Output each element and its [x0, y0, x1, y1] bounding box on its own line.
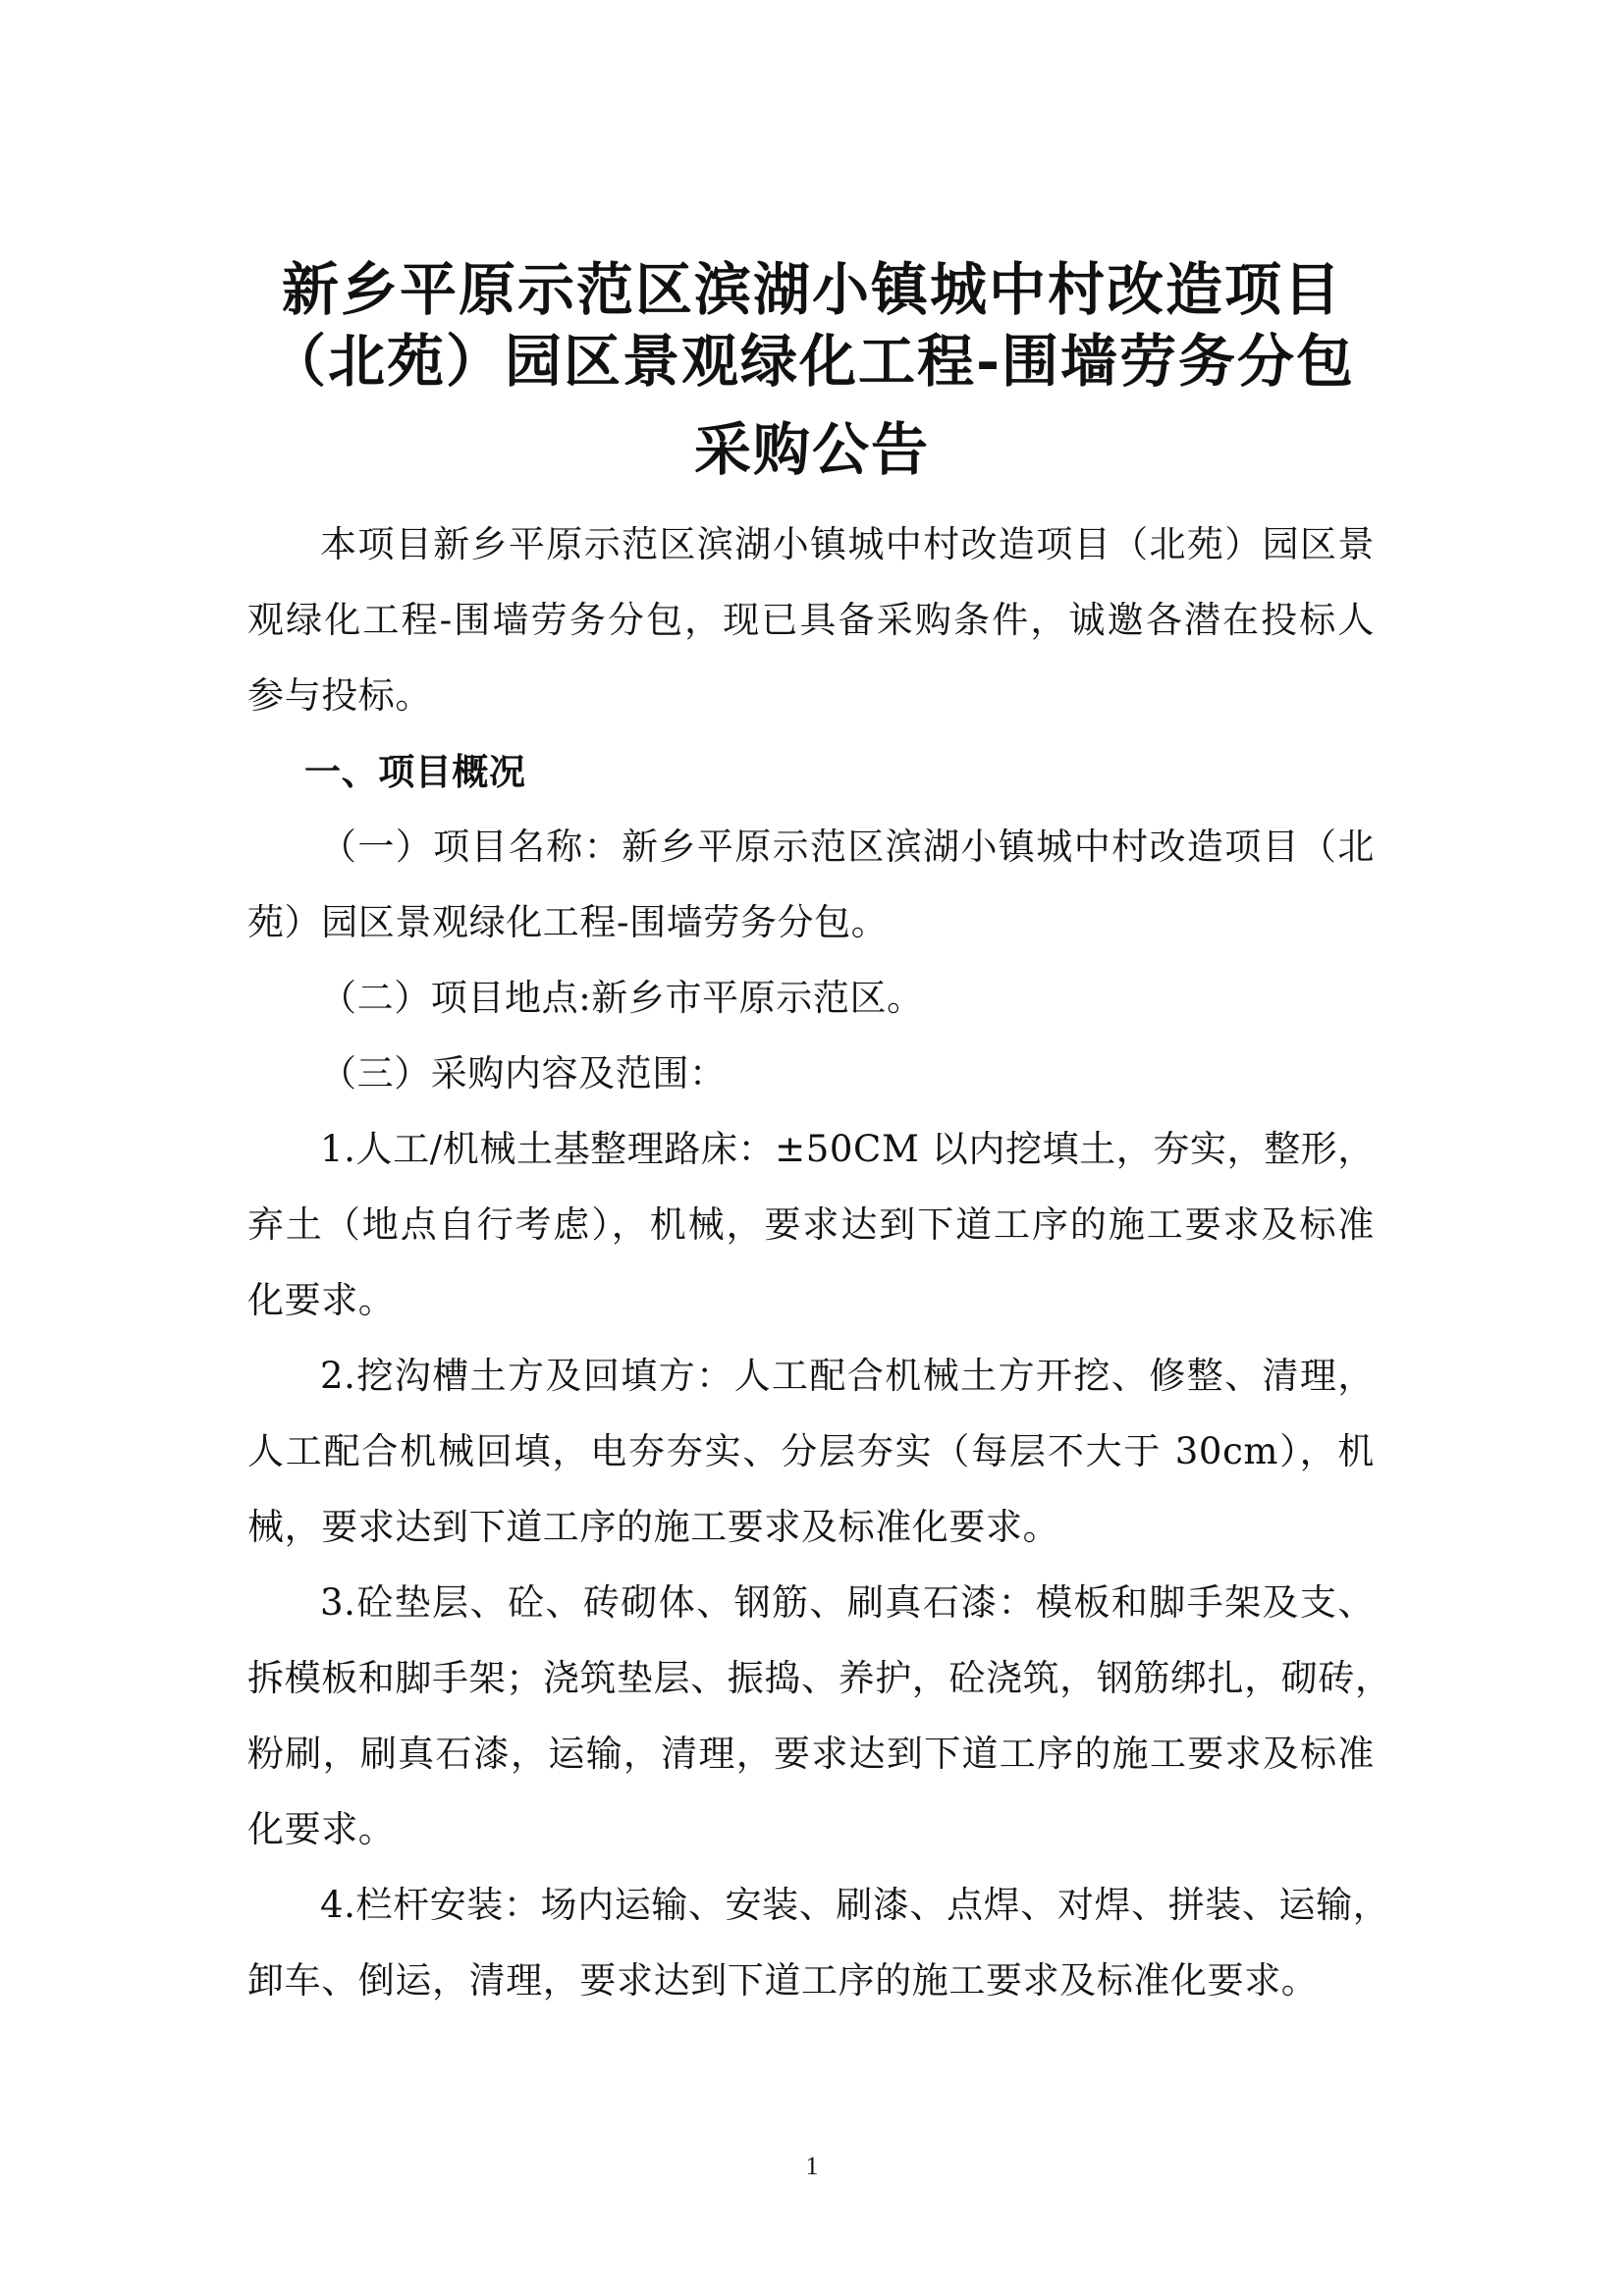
- procurement-scope-heading: （三）采购内容及范围：: [320, 1052, 727, 1095]
- page-number: 1: [805, 2152, 819, 2180]
- intro-line-1: 本项目新乡平原示范区滨湖小镇城中村改造项目（北苑）园区景: [320, 523, 1375, 565]
- item-1-line-1: 1.人工/机械土基整理路床：±50CM 以内挖填土，夯实，整形，: [320, 1128, 1376, 1170]
- item-1-line-2: 弃土（地点自行考虑），机械，要求达到下道工序的施工要求及标准: [247, 1203, 1375, 1246]
- item-2-line-3: 械，要求达到下道工序的施工要求及标准化要求。: [247, 1506, 1060, 1548]
- project-name-line-1: （一）项目名称：新乡平原示范区滨湖小镇城中村改造项目（北: [320, 826, 1375, 868]
- project-name-line-2: 苑）园区景观绿化工程-围墙劳务分包。: [247, 901, 889, 943]
- item-2-line-2: 人工配合机械回填，电夯夯实、分层夯实（每层不大于 30cm），机: [247, 1430, 1375, 1472]
- item-3-line-1: 3.砼垫层、砼、砖砌体、钢筋、刷真石漆：模板和脚手架及支、: [320, 1581, 1375, 1624]
- intro-line-3: 参与投标。: [247, 674, 432, 717]
- item-3-line-4: 化要求。: [247, 1808, 396, 1850]
- project-location: （二）项目地点:新乡市平原示范区。: [320, 977, 924, 1019]
- item-4-line-1: 4.栏杆安装：场内运输、安装、刷漆、点焊、对焊、拼装、运输，: [320, 1884, 1390, 1926]
- item-1-line-3: 化要求。: [247, 1279, 396, 1321]
- item-3-line-2: 拆模板和脚手架；浇筑垫层、振捣、养护，砼浇筑，钢筋绑扎，砌砖，: [247, 1657, 1392, 1699]
- document-title-line-1: 新乡平原示范区滨湖小镇城中村改造项目: [281, 256, 1342, 323]
- section-heading-project-overview: 一、项目概况: [304, 750, 526, 793]
- item-3-line-3: 粉刷，刷真石漆，运输，清理，要求达到下道工序的施工要求及标准: [247, 1733, 1375, 1775]
- item-2-line-1: 2.挖沟槽土方及回填方：人工配合机械土方开挖、修整、清理，: [320, 1355, 1375, 1397]
- document-title-line-3: 采购公告: [693, 416, 930, 483]
- item-4-line-2: 卸车、倒运，清理，要求达到下道工序的施工要求及标准化要求。: [247, 1959, 1319, 2002]
- document-title-line-2: （北苑）园区景观绿化工程-围墙劳务分包: [268, 328, 1356, 395]
- intro-line-2: 观绿化工程-围墙劳务分包，现已具备采购条件，诚邀各潜在投标人: [247, 599, 1375, 641]
